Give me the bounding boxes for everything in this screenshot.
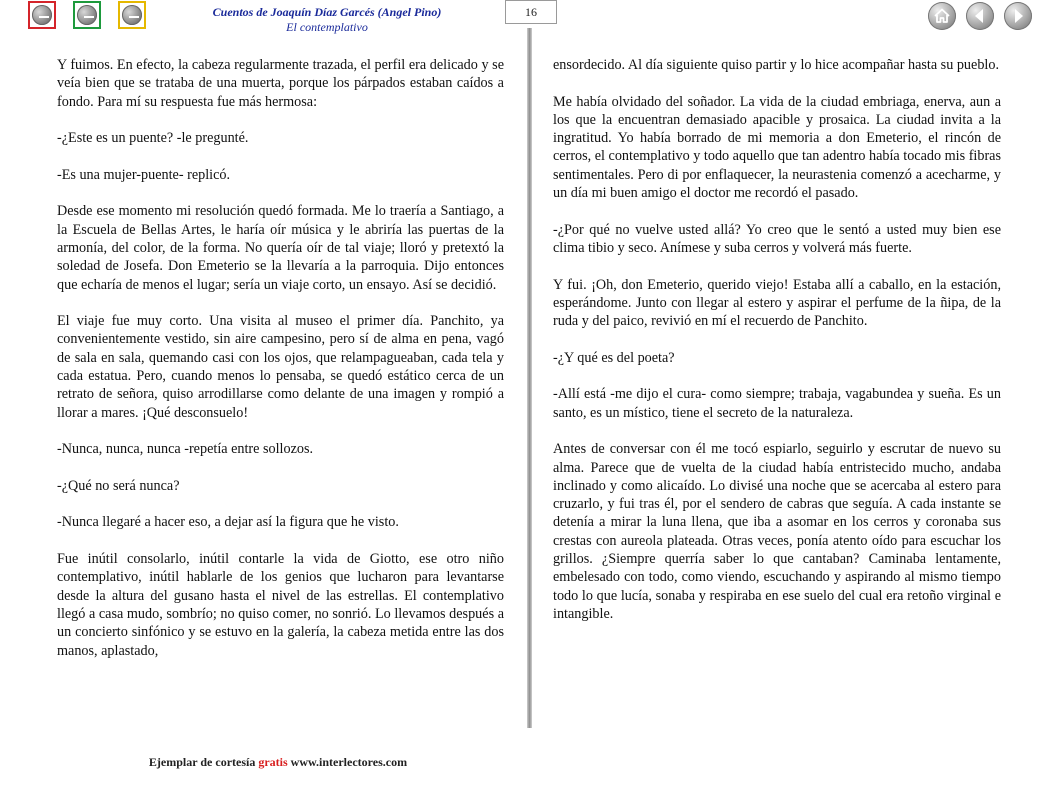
paragraph: -Es una mujer-puente- replicó.: [57, 166, 231, 183]
footer: [90, 755, 466, 770]
minimize-icon: [32, 5, 52, 25]
arrow-left-icon: [966, 2, 994, 30]
paragraph: Fue inútil consolarlo, inútil contarle la vida de Giotto, ese otro niño contemplativo, inútil hablarle de los genios que lucharon para levantarse desde la altura del gusano hasta el nivel de las estrellas. El contemplativo llegó a casa mudo, sombrío; no quiso comer, no sonrió. Lo llevamos después a un concierto sinfónico y se estuvo en la galería, la cabeza metida entre las dos manos, aplastado,: [57, 551, 504, 659]
paragraph: El viaje fue muy corto. Una visita al museo el primer día. Panchito, ya convenientemente vestido, sin aire campesino, pero sí de alma en pena, vagó de sala en sala, quemando casi con los ojos, que relampagueaban, cada tela y cada estatua. Pero, cuando menos lo pensaba, se quedó estático cerca de un retrato de señora, quiso arrodillarse como delante de una imagen y rompió a llorar a mares. ¡Qué desconsuelo!: [57, 313, 504, 421]
story-title: El contemplativo: [286, 20, 368, 34]
column-divider: [527, 28, 532, 728]
home-button[interactable]: [928, 2, 956, 30]
book-title: Cuentos de Joaquín Díaz Garcés (Angel Pino): [212, 5, 442, 19]
paragraph: -¿Este es un puente? -le pregunté.: [57, 130, 249, 147]
home-icon: [928, 2, 956, 30]
paragraph: Antes de conversar con él me tocó espiarlo, seguirlo y escrutar de nuevo su alma. Parece que de vuelta de la ciudad había entristecido mucho, andaba inclinado y como alicaído. Lo divisé una noche que se acercaba al estero para cruzarlo, y fui tras él, por el sendero de cabras que seguía. A cada instante se detenía a mirar la luna llena, que iba a asomar en los cerros y coronaba sus crestas con aureola plateada. Otras veces, ponía atento oído para escuchar los grillos. ¿Siempre querría saber lo que cantaban? Caminaba lentamente, embelesado con todo, como viendo, escuchando y aspirando al mismo tiempo todo lo que lucía, sonaba y respiraba en ese suelo del cual era retoño virginal e intangible.: [553, 441, 1001, 622]
paragraph: -¿Por qué no vuelve usted allá? Yo creo que le sentó a usted muy bien ese clima tibio y seco. Anímese y suba cerros y volverá más fuerte.: [553, 221, 1001, 256]
left-column: [57, 56, 504, 678]
page-number: 16: [505, 0, 557, 24]
window-button-yellow[interactable]: [118, 1, 146, 29]
minimize-icon: [77, 5, 97, 25]
paragraph: Desde ese momento mi resolución quedó formada. Me lo traería a Santiago, a la Escuela de Bellas Artes, le haría oír música y le abriría las puertas de la armonía, del color, de la forma. No quería oír de tal viaje; lloró y pretextó la soledad de Josefa. Don Emeterio se la llevaría a la parroquia. Dijo entonces que echaría de menos el lugar; sería un viaje corto, un ensayo. Así se decidió.: [57, 203, 504, 293]
paragraph: Y fui. ¡Oh, don Emeterio, querido viejo! Estaba allí a caballo, en la estación, esperándome. Junto con llegar al estero y aspirar el perfume de la ñipa, de la ruda y del paico, revivió en mí el recuerdo de Panchito.: [553, 276, 1001, 330]
previous-page-button[interactable]: [966, 2, 994, 30]
paragraph: ensordecido. Al día siguiente quiso partir y lo hice acompañar hasta su pueblo.: [553, 57, 999, 73]
next-page-button[interactable]: [1004, 2, 1032, 30]
paragraph: -Allí está -me dijo el cura- como siempre; trabaja, vagabundea y sueña. Es un santo, es un místico, tiene el secreto de la naturaleza.: [553, 386, 1001, 421]
footer-prefix: Ejemplar de cortesía: [148, 755, 256, 769]
window-button-red[interactable]: [28, 1, 56, 29]
right-column: [553, 56, 1001, 642]
minimize-icon: [122, 5, 142, 25]
arrow-right-icon: [1004, 2, 1032, 30]
paragraph: Me había olvidado del soñador. La vida de la ciudad embriaga, enerva, aun a los que la encuentran demasiado apacible y prosaica. La ciudad invita a la ingratitud. Yo había borrado de mi memoria a don Emeterio, el rincón de cerros, el contemplativo y todo aquello que tan adentro había tocado mis fibras sentimentales. Pero di por enflaquecer, la neurastenia comenzó a acecharme, y un día mi buen amigo el doctor me recordó el pasado.: [553, 93, 1001, 202]
footer-gratis: gratis: [258, 755, 288, 769]
paragraph: -Nunca llegaré a hacer eso, a dejar así la figura que he visto.: [57, 514, 399, 531]
footer-site-link[interactable]: www.interlectores.com: [290, 755, 408, 769]
paragraph: Y fuimos. En efecto, la cabeza regularmente trazada, el perfil era delicado y se veía bien que se trataba de una muerta, porque los párpados estaban caídos a fondo. Para mí su respuesta fue más hermosa:: [57, 57, 504, 110]
paragraph: -¿Y qué es del poeta?: [553, 349, 675, 366]
paragraph: -¿Qué no será nunca?: [57, 477, 180, 494]
paragraph: -Nunca, nunca, nunca -repetía entre sollozos.: [57, 441, 314, 458]
window-button-green[interactable]: [73, 1, 101, 29]
